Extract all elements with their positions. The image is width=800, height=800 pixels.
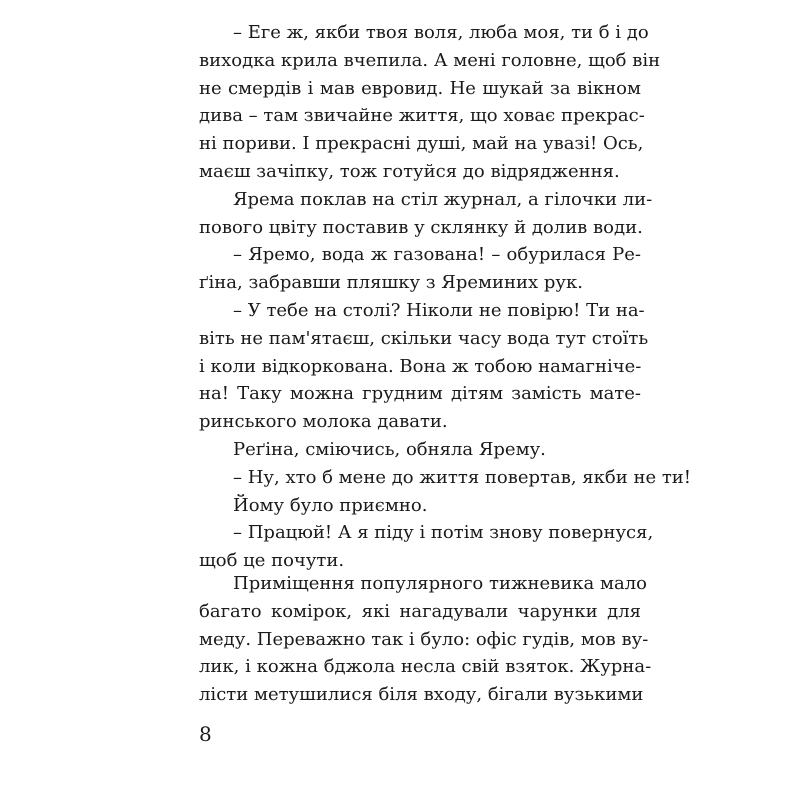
text-line: – Ну, хто б мене до життя повертав, якби не ти! <box>233 466 692 488</box>
page-number: 8 <box>199 722 212 746</box>
text-line: меду. Переважно так і було: офіс гудів, мов ву- <box>199 628 649 650</box>
text-line: на! Таку можна грудним дітям замість мате- <box>199 383 641 405</box>
text-line: щоб це почути. <box>199 550 345 572</box>
text-line: багато комірок, які нагадували чарунки для <box>199 600 641 622</box>
text-line: Приміщення популярного тижневика мало <box>233 573 647 594</box>
text-line: ґіна, забравши пляшку з Яреминих рук. <box>199 272 583 294</box>
text-line: дива – там звичайне життя, що ховає прекрас- <box>199 105 645 127</box>
text-line: ні пориви. І прекрасні душі, май на увазі! Ось, <box>199 133 644 155</box>
text-line: лісти метушилися біля входу, бігали вузькими <box>199 684 644 706</box>
text-line: виходка крила вчепила. А мені головне, щоб він <box>199 49 661 71</box>
text-line: віть не пам'ятаєш, скільки часу вода тут стоїть <box>199 327 649 349</box>
text-line: не смердів і мав евровид. Не шукай за вікном <box>199 77 641 99</box>
text-line: лик, і кожна бджола несла свій взяток. Журна- <box>199 656 652 678</box>
text-line: маєш зачіпку, тож готуйся до відрядження. <box>199 160 620 182</box>
text-line: – Еге ж, якби твоя воля, люба моя, ти б і до <box>233 22 649 43</box>
text-line: Ярема поклав на стіл журнал, а гілочки ли- <box>233 188 653 210</box>
text-line: пового цвіту поставив у склянку й долив води. <box>199 216 643 238</box>
text-line: – У тебе на столі? Ніколи не повірю! Ти на- <box>233 299 645 321</box>
text-line: Йому було приємно. <box>233 494 428 516</box>
dialogue-section <box>199 19 692 575</box>
text-line: – Працюй! А я піду і потім знову повернуся, <box>233 522 654 544</box>
text-line: – Яремо, вода ж газована! – обурилася Ре- <box>233 244 641 266</box>
text-line: Реґіна, сміючись, обняла Ярему. <box>233 438 546 460</box>
narrative-section <box>199 570 652 709</box>
text-line: ринського молока давати. <box>199 411 448 433</box>
text-line: і коли відкоркована. Вона ж тобою намагніче- <box>199 355 642 377</box>
